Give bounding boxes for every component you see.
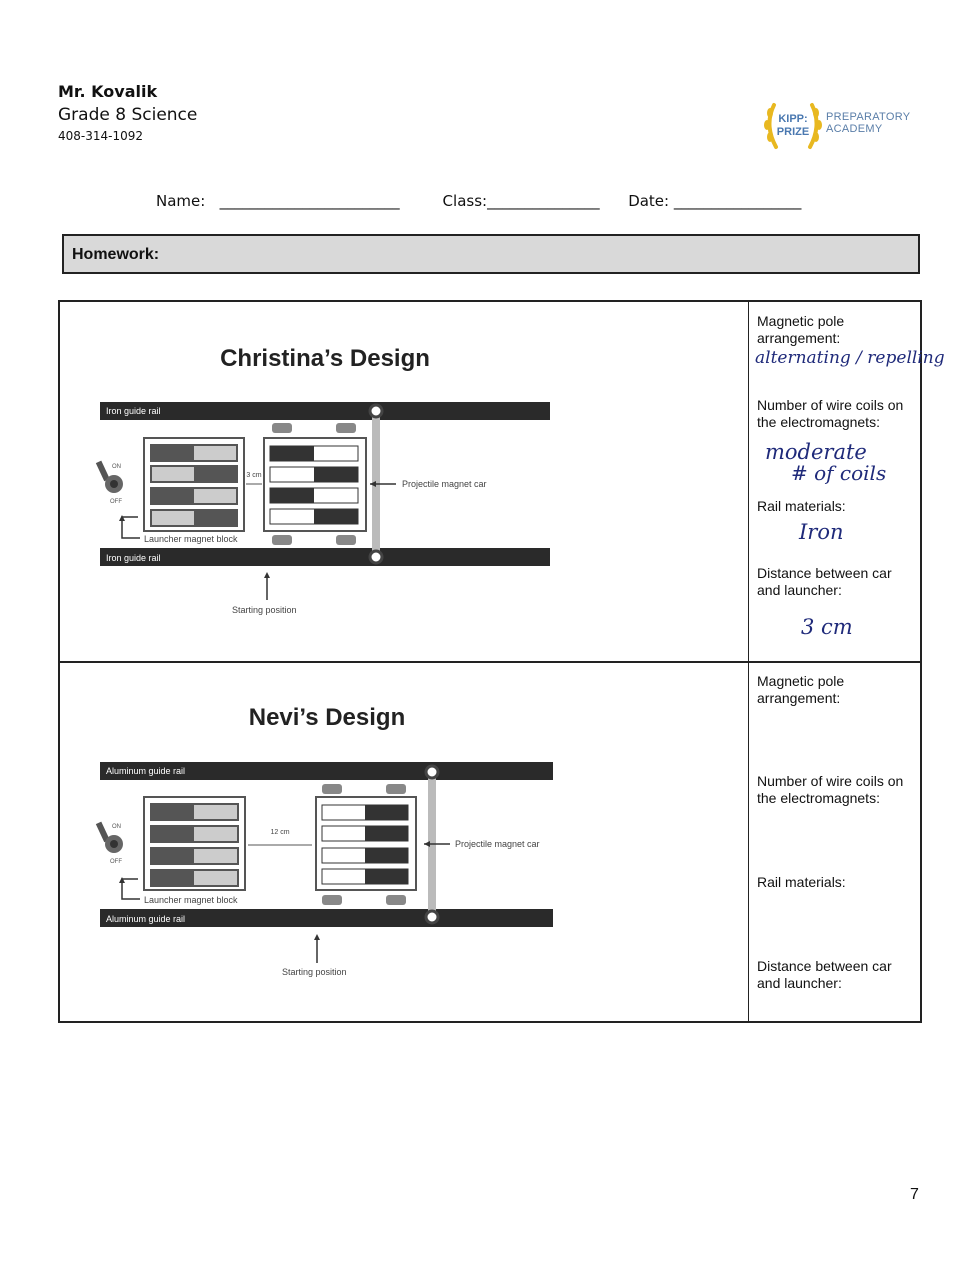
answer-coils-2: # of coils [791, 461, 887, 485]
design-row-christina [60, 302, 945, 663]
design-title: Christina’s Design [220, 345, 430, 372]
logo-line-2: ACADEMY [826, 123, 883, 135]
gap-label: 3 cm [246, 472, 262, 479]
car-pointer-head [424, 841, 430, 847]
car-label: Projectile magnet car [402, 479, 487, 489]
top-rail-label: Iron guide rail [106, 406, 161, 416]
answer-distance: 3 cm [801, 615, 853, 639]
christina-diagram [60, 302, 748, 661]
wheel-bottom [370, 551, 382, 563]
page-number: 7 [910, 1186, 919, 1203]
block-label: Launcher magnet block [144, 534, 238, 544]
block-label: Launcher magnet block [144, 895, 238, 905]
block-pointer [122, 879, 140, 899]
switch-on-label: ON [112, 824, 121, 830]
switch-off-label: OFF [110, 499, 122, 505]
bottom-rail-label: Iron guide rail [106, 553, 161, 563]
school-logo [760, 95, 910, 155]
block-pointer [122, 517, 140, 538]
logo-line-1: PREPARATORY [826, 111, 911, 123]
start-label: Starting position [282, 967, 347, 977]
car-label: Projectile magnet car [455, 839, 540, 849]
wheel-top [426, 766, 438, 778]
homework-header: Homework: [62, 234, 920, 274]
q-distance: Distance between car and launcher: [757, 958, 892, 991]
wheel-top [370, 405, 382, 417]
christina-diagram-svg [60, 302, 748, 661]
laurel-badge-icon [760, 95, 826, 155]
class-field[interactable]: _______________ [487, 192, 600, 210]
name-label: Name: [156, 192, 206, 210]
gap-label: 12 cm [270, 829, 290, 836]
date-field[interactable]: _________________ [673, 192, 802, 210]
q-coils: Number of wire coils on the electromagnets: [757, 397, 904, 430]
answer-coils-1: moderate [765, 440, 867, 464]
student-info-row [156, 192, 801, 210]
design-title: Nevi’s Design [248, 704, 406, 731]
teacher-info [58, 82, 197, 143]
top-rail-label: Aluminum guide rail [106, 766, 186, 776]
class-name: Grade 8 Science [58, 105, 198, 125]
q-coils: Number of wire coils on the electromagnets: [757, 773, 904, 806]
start-label: Starting position [232, 605, 297, 615]
answer-rail: Iron [799, 520, 844, 544]
class-label: Class: [442, 192, 488, 210]
bottom-rail [100, 548, 550, 566]
wheel-bottom [426, 911, 438, 923]
bottom-rail-label: Aluminum guide rail [106, 914, 186, 924]
svg-text:PRIZE: PRIZE [776, 126, 810, 138]
date-label: Date: [628, 192, 670, 210]
svg-text:KIPP:: KIPP: [778, 113, 808, 125]
switch-on-label: ON [112, 464, 121, 470]
nevi-diagram [60, 663, 748, 1021]
nevi-diagram-svg [60, 663, 748, 1021]
name-field[interactable]: ________________________ [219, 192, 400, 210]
q-rail: Rail materials: [757, 498, 846, 514]
q-rail: Rail materials: [757, 874, 846, 890]
switch-off-label: OFF [110, 859, 122, 865]
answer-pole: alternating / repelling [755, 348, 945, 368]
design-row-nevi [60, 663, 920, 1021]
teacher-name: Mr. Kovalik [58, 82, 158, 101]
top-rail [100, 402, 550, 420]
q-pole: Magnetic pole arrangement: [757, 313, 845, 346]
q-distance: Distance between car and launcher: [757, 565, 892, 598]
design-table [58, 300, 945, 1023]
teacher-phone: 408-314-1092 [58, 129, 144, 143]
q-pole: Magnetic pole arrangement: [757, 673, 845, 706]
